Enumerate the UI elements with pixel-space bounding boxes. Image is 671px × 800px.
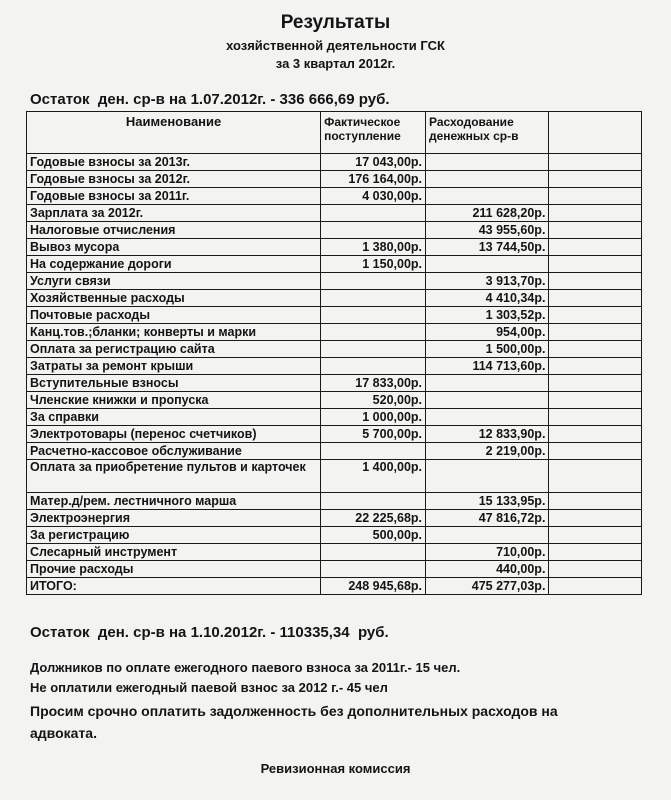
header-income: Фактическое поступление xyxy=(321,112,426,154)
row-name: Слесарный инструмент xyxy=(27,544,321,561)
row-extra xyxy=(549,222,642,239)
table-row xyxy=(27,273,642,290)
row-extra xyxy=(549,510,642,527)
table-row xyxy=(27,290,642,307)
table-row xyxy=(27,171,642,188)
table-row xyxy=(27,409,642,426)
row-expense: 954,00р. xyxy=(426,324,549,341)
row-expense: 47 816,72р. xyxy=(426,510,549,527)
row-name: Электроэнергия xyxy=(27,510,321,527)
row-extra xyxy=(549,527,642,544)
header-name: Наименование xyxy=(27,112,321,154)
table-row xyxy=(27,205,642,222)
row-name: Расчетно-кассовое обслуживание xyxy=(27,443,321,460)
row-income xyxy=(321,307,426,324)
header-expense: Расходование денежных ср-в xyxy=(426,112,549,154)
document-period: за 3 квартал 2012г. xyxy=(275,56,396,71)
row-extra xyxy=(549,290,642,307)
row-extra xyxy=(549,154,642,171)
table-row xyxy=(27,239,642,256)
row-extra xyxy=(549,171,642,188)
row-extra xyxy=(549,239,642,256)
row-expense xyxy=(426,392,549,409)
table-row xyxy=(27,341,642,358)
row-name: Годовые взносы за 2011г. xyxy=(27,188,321,205)
row-income xyxy=(321,561,426,578)
row-expense: 211 628,20р. xyxy=(426,205,549,222)
row-name: Вступительные взносы xyxy=(27,375,321,392)
row-extra xyxy=(549,324,642,341)
row-name: Почтовые расходы xyxy=(27,307,321,324)
row-income: 1 150,00р. xyxy=(321,256,426,273)
row-extra xyxy=(549,273,642,290)
table-row xyxy=(27,222,642,239)
row-expense xyxy=(426,527,549,544)
table-row xyxy=(27,561,642,578)
row-income: 4 030,00р. xyxy=(321,188,426,205)
row-expense: 475 277,03р. xyxy=(426,578,549,595)
row-name: Оплата за приобретение пультов и карточек xyxy=(27,460,321,493)
table-row xyxy=(27,510,642,527)
row-extra xyxy=(549,578,642,595)
table-row xyxy=(27,443,642,460)
row-extra xyxy=(549,256,642,273)
row-name: Прочие расходы xyxy=(27,561,321,578)
row-income xyxy=(321,273,426,290)
row-extra xyxy=(549,358,642,375)
row-name: За регистрацию xyxy=(27,527,321,544)
row-extra xyxy=(549,375,642,392)
row-income: 248 945,68р. xyxy=(321,578,426,595)
table-row xyxy=(27,324,642,341)
table-row xyxy=(27,527,642,544)
table-row xyxy=(27,188,642,205)
total-row xyxy=(27,578,642,595)
row-income xyxy=(321,493,426,510)
table-row xyxy=(27,392,642,409)
document-subtitle: хозяйственной деятельности ГСК xyxy=(226,38,445,53)
row-income xyxy=(321,222,426,239)
row-income: 5 700,00р. xyxy=(321,426,426,443)
payment-request: Просим срочно оплатить задолженность без дополнительных расходов на адвоката. xyxy=(30,703,558,741)
row-extra xyxy=(549,493,642,510)
row-name: Оплата за регистрацию сайта xyxy=(27,341,321,358)
row-name: Зарплата за 2012г. xyxy=(27,205,321,222)
table-row xyxy=(27,544,642,561)
row-extra xyxy=(549,460,642,493)
row-extra xyxy=(549,561,642,578)
row-name: Затраты за ремонт крыши xyxy=(27,358,321,375)
row-name: Хозяйственные расходы xyxy=(27,290,321,307)
table-row xyxy=(27,460,642,493)
header-extra xyxy=(549,112,642,154)
row-expense: 43 955,60р. xyxy=(426,222,549,239)
row-name: Канц.тов.;бланки; конверты и марки xyxy=(27,324,321,341)
row-income xyxy=(321,341,426,358)
unpaid-note: Не оплатили ежегодный паевой взнос за 2012 г.- 45 чел xyxy=(30,680,388,695)
row-extra xyxy=(549,341,642,358)
row-income xyxy=(321,290,426,307)
row-name: Матер.д/рем. лестничного марша xyxy=(27,493,321,510)
row-expense: 1 500,00р. xyxy=(426,341,549,358)
debtors-note: Должников по оплате ежегодного паевого взноса за 2011г.- 15 чел. xyxy=(30,660,461,675)
row-expense: 114 713,60р. xyxy=(426,358,549,375)
row-income xyxy=(321,205,426,222)
row-income xyxy=(321,324,426,341)
table-row xyxy=(27,426,642,443)
row-income xyxy=(321,443,426,460)
row-expense xyxy=(426,375,549,392)
table-row xyxy=(27,358,642,375)
row-expense: 12 833,90р. xyxy=(426,426,549,443)
row-expense: 15 133,95р. xyxy=(426,493,549,510)
row-expense xyxy=(426,154,549,171)
row-extra xyxy=(549,392,642,409)
row-expense xyxy=(426,256,549,273)
table-row xyxy=(27,493,642,510)
row-income xyxy=(321,544,426,561)
row-income: 176 164,00р. xyxy=(321,171,426,188)
row-income: 1 400,00р. xyxy=(321,460,426,493)
report-table xyxy=(26,111,642,595)
row-extra xyxy=(549,426,642,443)
row-name: Вывоз мусора xyxy=(27,239,321,256)
row-extra xyxy=(549,544,642,561)
opening-balance: Остаток ден. ср-в на 1.07.2012г. - 336 666,69 руб. xyxy=(30,91,390,108)
row-expense: 13 744,50р. xyxy=(426,239,549,256)
row-expense: 1 303,52р. xyxy=(426,307,549,324)
table-header-row xyxy=(27,112,642,154)
row-expense xyxy=(426,188,549,205)
row-name: За справки xyxy=(27,409,321,426)
row-name: Годовые взносы за 2012г. xyxy=(27,171,321,188)
row-income: 1 000,00р. xyxy=(321,409,426,426)
row-expense: 4 410,34р. xyxy=(426,290,549,307)
row-expense xyxy=(426,409,549,426)
row-extra xyxy=(549,188,642,205)
row-name: Годовые взносы за 2013г. xyxy=(27,154,321,171)
row-name: Электротовары (перенос счетчиков) xyxy=(27,426,321,443)
row-income: 520,00р. xyxy=(321,392,426,409)
row-expense xyxy=(426,460,549,493)
row-expense: 3 913,70р. xyxy=(426,273,549,290)
row-extra xyxy=(549,205,642,222)
table-row xyxy=(27,375,642,392)
row-extra xyxy=(549,307,642,324)
row-income xyxy=(321,358,426,375)
row-name: На содержание дороги xyxy=(27,256,321,273)
row-expense xyxy=(426,171,549,188)
row-name: Членские книжки и пропуска xyxy=(27,392,321,409)
signature: Ревизионная комиссия xyxy=(260,761,411,776)
row-expense: 2 219,00р. xyxy=(426,443,549,460)
row-income: 17 833,00р. xyxy=(321,375,426,392)
row-income: 22 225,68р. xyxy=(321,510,426,527)
row-name: Услуги связи xyxy=(27,273,321,290)
table-row xyxy=(27,154,642,171)
row-income: 1 380,00р. xyxy=(321,239,426,256)
closing-balance: Остаток ден. ср-в на 1.10.2012г. - 110335,34 руб. xyxy=(30,624,389,641)
row-expense: 440,00р. xyxy=(426,561,549,578)
row-extra xyxy=(549,409,642,426)
row-extra xyxy=(549,443,642,460)
row-income: 500,00р. xyxy=(321,527,426,544)
table-row xyxy=(27,307,642,324)
row-name: Налоговые отчисления xyxy=(27,222,321,239)
table-row xyxy=(27,256,642,273)
document-title: Результаты xyxy=(280,12,391,33)
row-expense: 710,00р. xyxy=(426,544,549,561)
row-income: 17 043,00р. xyxy=(321,154,426,171)
row-name: ИТОГО: xyxy=(27,578,321,595)
